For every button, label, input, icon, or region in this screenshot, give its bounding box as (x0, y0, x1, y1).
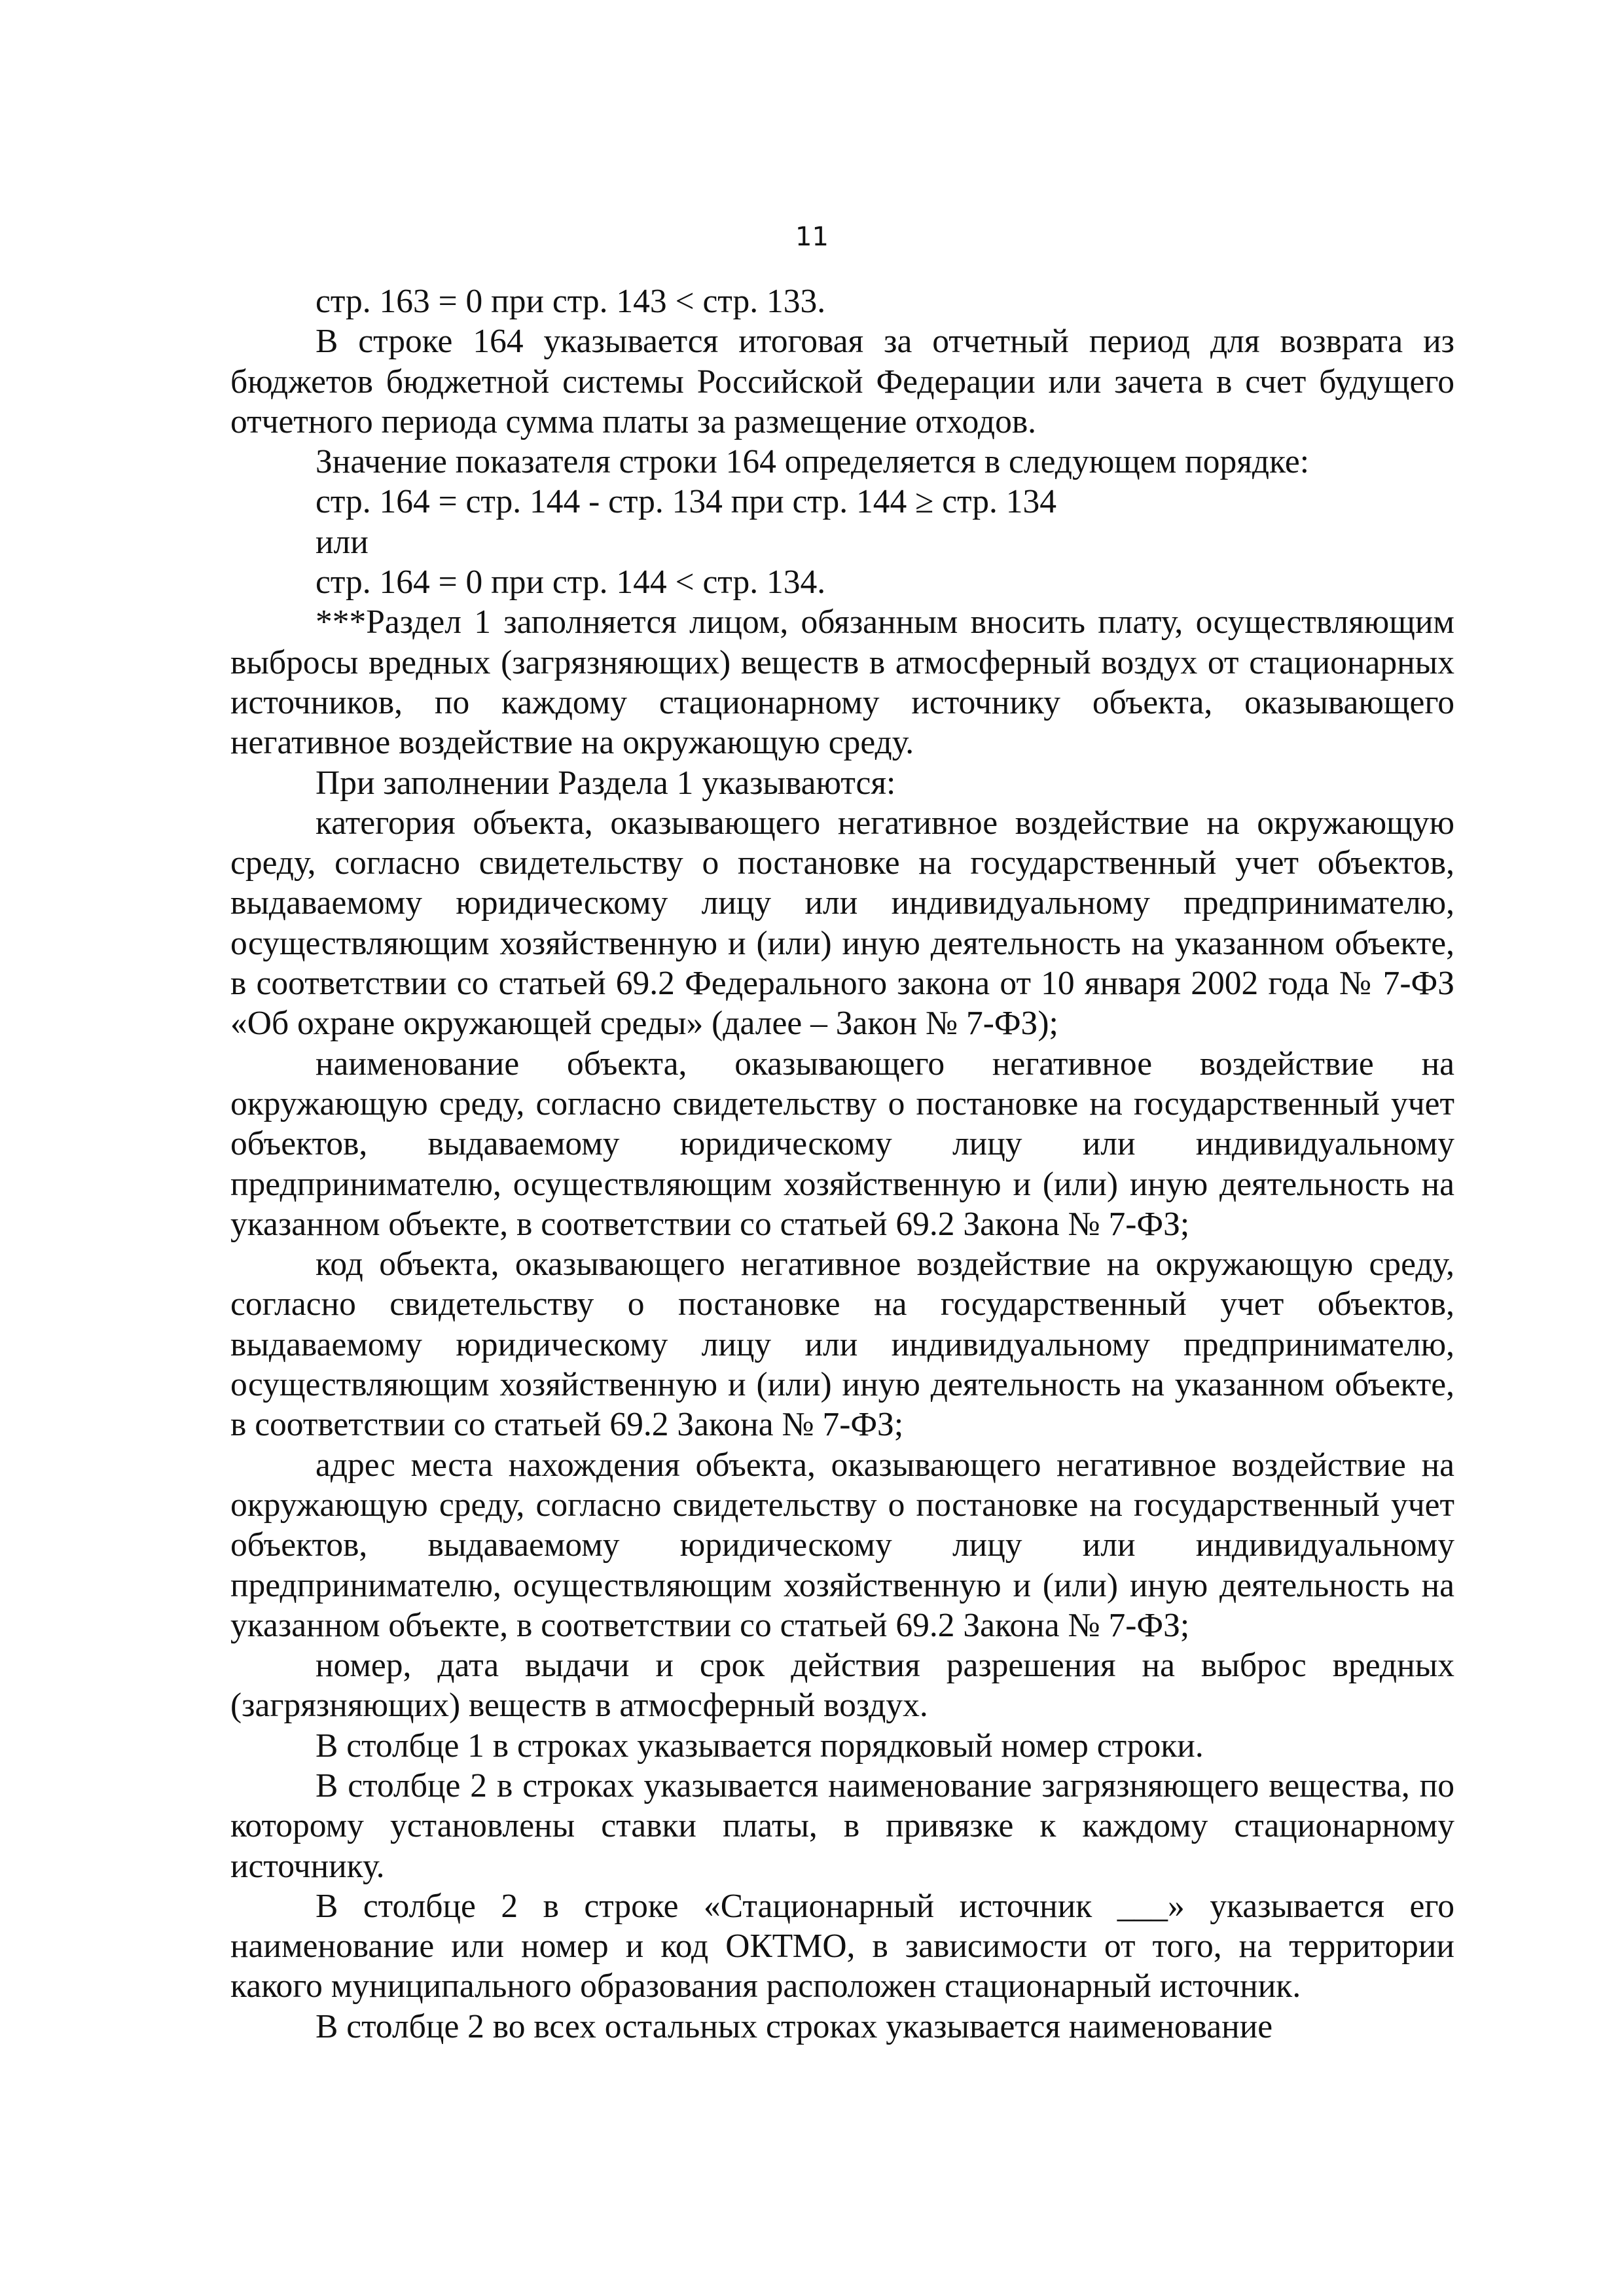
paragraph: В строке 164 указывается итоговая за отчетный период для возврата из бюджетов бюджетной системы Российской Федерации или зачета в счет будущего отчетного периода сумма платы за размещение отходов. (230, 323, 1454, 440)
paragraph: При заполнении Раздела 1 указываются: (316, 764, 896, 802)
paragraph: Значение показателя строки 164 определяется в следующем порядке: (316, 443, 1310, 481)
paragraph: номер, дата выдачи и срок действия разрешения на выброс вредных (загрязняющих) веществ в атмосферный воздух. (230, 1647, 1454, 1725)
paragraph: В столбце 1 в строках указывается порядковый номер строки. (316, 1727, 1204, 1765)
formula-line: или (316, 523, 369, 561)
formula-line: стр. 164 = 0 при стр. 144 < стр. 134. (316, 564, 826, 601)
paragraph: В столбце 2 в строках указывается наименование загрязняющего вещества, по которому установлены ставки платы, в привязке к каждому стационарному источнику. (230, 1767, 1454, 1885)
document-body (230, 281, 1454, 2047)
paragraph: стр. 163 = 0 при стр. 143 < стр. 133. (316, 283, 826, 320)
paragraph: адрес места нахождения объекта, оказывающего негативное воздействие на окружающую среду, согласно свидетельству о постановке на государственный учет объектов, выдаваемому юридическому лицу или индивидуальному предпринимателю, осуществляющим хозяйственную и (или) иную деятельность на указанном объекте, в соответствии со статьей 69.2 Закона № 7-ФЗ; (230, 1446, 1454, 1644)
paragraph: ***Раздел 1 заполняется лицом, обязанным вносить плату, осуществляющим выбросы вредных (загрязняющих) веществ в атмосферный воздух от стационарных источников, по каждому стационарному источнику объекта, оказывающего негативное воздействие на окружающую среду. (230, 603, 1454, 762)
paragraph: категория объекта, оказывающего негативное воздействие на окружающую среду, согласно свидетельству о постановке на государственный учет объектов, выдаваемому юридическому лицу или индивидуальному предпринимателю, осуществляющим хозяйственную и (или) иную деятельность на указанном объекте, в соответствии со статьей 69.2 Федерального закона от 10 января 2002 года № 7-ФЗ «Об охране окружающей среды» (далее – Закон № 7-ФЗ); (230, 804, 1454, 1043)
paragraph: код объекта, оказывающего негативное воздействие на окружающую среду, согласно свидетельству о постановке на государственный учет объектов, выдаваемому юридическому лицу или индивидуальному предпринимателю, осуществляющим хозяйственную и (или) иную деятельность на указанном объекте, в соответствии со статьей 69.2 Закона № 7-ФЗ; (230, 1246, 1454, 1444)
page-number: 11 (795, 222, 829, 252)
paragraph: В столбце 2 во всех остальных строках указывается наименование (316, 2007, 1273, 2045)
paragraph: наименование объекта, оказывающего негативное воздействие на окружающую среду, согласно свидетельству о постановке на государственный учет объектов, выдаваемому юридическому лицу или индивидуальному предпринимателю, осуществляющим хозяйственную и (или) иную деятельность на указанном объекте, в соответствии со статьей 69.2 Закона № 7-ФЗ; (230, 1045, 1454, 1243)
formula-line: стр. 164 = стр. 144 - стр. 134 при стр. 144 ≥ стр. 134 (316, 483, 1057, 521)
paragraph: В столбце 2 в строке «Стационарный источник ___» указывается его наименование или номер и код ОКТМО, в зависимости от того, на территории какого муниципального образования расположен стационарный источник. (230, 1887, 1454, 2005)
